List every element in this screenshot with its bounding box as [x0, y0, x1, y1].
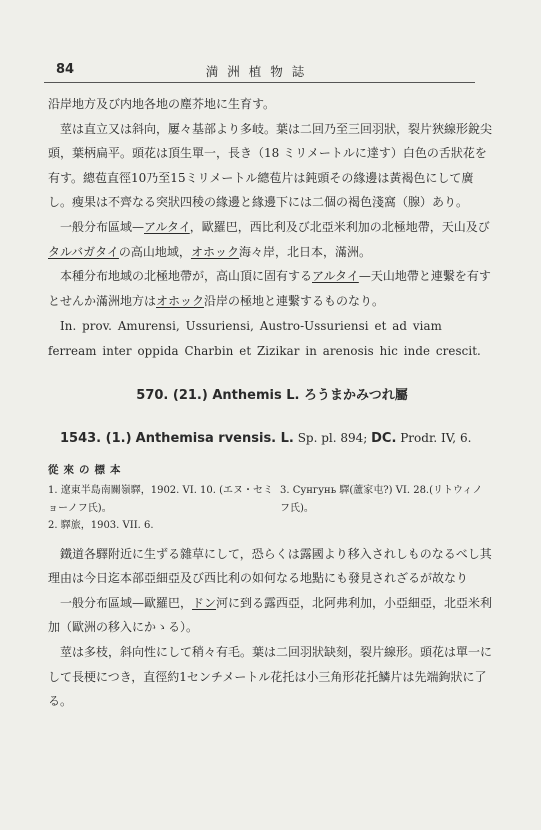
text-run: —天山地帶と連繫を有すとせんか滿洲地方は	[48, 269, 491, 308]
text-run: 一般分布區域—	[60, 219, 145, 234]
text-run: 本種分布地域の北極地帶が，高山頂に固有する	[60, 269, 313, 284]
text-run: 沿岸の極地と連繫するものなり。	[204, 293, 385, 308]
place-name: オホック	[156, 293, 205, 308]
page-number: 84	[56, 62, 75, 77]
species-name: Anthemisa rvensis. L.	[135, 431, 294, 447]
species-ref: Prodr. IV, 6.	[396, 431, 472, 446]
place-name: ドン	[192, 595, 217, 610]
place-name: アルタイ	[312, 269, 359, 284]
habitat-paragraph: 沿岸地方及び内地各地の塵芥地に生育す。	[48, 97, 276, 111]
running-title: 満洲植物誌	[205, 64, 314, 79]
description-paragraph: 莖は直立又は斜向，屢々基部より多岐。葉は二回乃至三回羽狀，裂片狹線形銳尖頭，葉柄扁平。頭花は頂生單一，長き（18 ミリメートルに達す）白色の舌狀花を有す。總苞直徑10乃至15ミリメートル總苞片は鈍頭その緣邊は黃褐色にして廣し。瘦果は不齊なる突狀四稜の緣邊と緣邊下には二個の褐色淺窩（腺）あり。	[48, 121, 493, 210]
text-run: ，歐羅巴，西比利及び北亞米利加の北極地帶，天山及び	[189, 219, 490, 234]
species-number: 1543. (1.)	[60, 431, 132, 447]
specimen-item: 3. Cунгунь 驛(蘆家屯?) VI. 28.(リトウィノフ氏)。	[280, 485, 483, 514]
species-ref: Sp. pl. 894;	[293, 431, 372, 446]
regional-paragraph	[48, 264, 496, 313]
place-name: オホック	[190, 244, 239, 259]
specimens-heading: 從來の標本	[48, 464, 126, 477]
text-run: 一般分布區域—歐羅巴，	[60, 595, 193, 610]
page-body	[48, 92, 496, 714]
specimens-list	[48, 482, 496, 535]
page-header	[44, 60, 475, 83]
place-name: タルバガタイ	[48, 244, 119, 259]
distribution-paragraph	[48, 215, 496, 264]
species-author: DC.	[371, 431, 397, 447]
place-name: アルタイ	[144, 219, 190, 234]
specimen-item: 1. 遼東半島南關嶺驛，1902. VI. 10. (エヌ・セミョーノフ氏)。	[48, 485, 274, 514]
genus-heading: 570. (21.) Anthemis L. ろうまかみつれ屬	[136, 387, 408, 403]
text-run: の高山地域，	[118, 244, 191, 259]
distribution-paragraph	[48, 591, 496, 640]
latin-paragraph: In. prov. Amurensi, Ussuriensi, Austro-Ussuriensi et ad viam ferream inter oppida Charbin et Zizikar in arenosis hic inde crescit.	[48, 319, 481, 358]
description-paragraph: 莖は多枝，斜向性にして稍々有毛。葉は二回羽狀缺刻，裂片線形。頭花は單一にして長梗につき，直徑約1センチメートル花托は小三角形花托鱗片は先端鉤狀に了る。	[48, 645, 493, 709]
text-run: 河に到る露西亞，北阿弗利加，小亞細亞，北亞米利加（歐洲の移入にかゝる）。	[48, 595, 493, 635]
specimen-item: 2. 驛旅，1903. VII. 6.	[48, 520, 154, 532]
text-run: 海々岸，北日本，滿洲。	[238, 244, 371, 259]
species-heading	[48, 426, 496, 451]
origin-paragraph: 鐵道各驛附近に生ずる雜草にして，恐らくは露國より移入されしものなるべし其理由は今日迄本部亞細亞及び西比利の如何なる地點にも發見されざるが故なり	[48, 546, 492, 586]
